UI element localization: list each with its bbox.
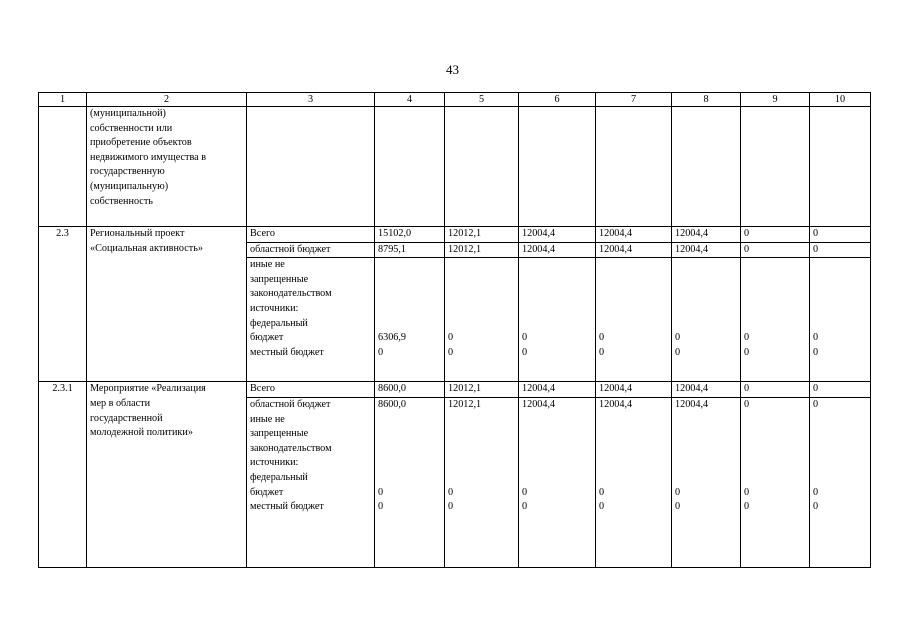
- header-cell: 3: [247, 93, 375, 107]
- page-number: 43: [446, 62, 459, 77]
- value-cell: 12004,4: [519, 382, 596, 398]
- value-cell: 6306,9 0: [375, 258, 445, 382]
- value-cell: 0 0: [741, 258, 810, 382]
- table-row: [39, 227, 871, 243]
- value-cell: 12012,1: [445, 227, 519, 243]
- continuation-row: [39, 107, 871, 227]
- row-number: 2.3.1: [39, 382, 87, 568]
- value-cell: 12012,1: [445, 382, 519, 398]
- value-cell: 12004,4: [596, 242, 672, 258]
- value-cell: 12004,4: [519, 227, 596, 243]
- source-label: областной бюджет иные не запрещенные законодательством источники: федеральный бюджет местный бюджет: [247, 397, 375, 567]
- value-cell: 12004,4: [596, 227, 672, 243]
- row-name-cell: Мероприятие «Реализация мер в области государственной молодежной политики»: [87, 382, 247, 568]
- value-cell: 12004,4: [672, 227, 741, 243]
- source-label: Всего: [247, 382, 375, 398]
- value-cell: 0: [741, 382, 810, 398]
- value-cell: 0: [741, 227, 810, 243]
- header-cell: 10: [810, 93, 871, 107]
- value-cell: 0: [810, 242, 871, 258]
- value-cell: 0 0: [445, 258, 519, 382]
- value-cell: 0 0 0: [741, 397, 810, 567]
- value-cell: 0 0: [596, 258, 672, 382]
- budget-table: [38, 92, 871, 568]
- row-number: 2.3: [39, 227, 87, 382]
- value-cell: 0: [810, 227, 871, 243]
- value-cell: 15102,0: [375, 227, 445, 243]
- source-label: иные не запрещенные законодательством источники: федеральный бюджет местный бюджет: [247, 258, 375, 382]
- value-cell: 12004,4 0 0: [672, 397, 741, 567]
- header-cell: 9: [741, 93, 810, 107]
- header-row: [39, 93, 871, 107]
- value-cell: 0: [810, 382, 871, 398]
- header-cell: 7: [596, 93, 672, 107]
- value-cell: 12004,4 0 0: [519, 397, 596, 567]
- value-cell: 0 0: [810, 258, 871, 382]
- value-cell: 12004,4: [672, 382, 741, 398]
- value-cell: 12004,4: [672, 242, 741, 258]
- value-cell: 8795,1: [375, 242, 445, 258]
- value-cell: 12012,1: [445, 242, 519, 258]
- header-cell: 5: [445, 93, 519, 107]
- value-cell: 0 0 0: [810, 397, 871, 567]
- value-cell: 0 0: [519, 258, 596, 382]
- value-cell: 12012,1 0 0: [445, 397, 519, 567]
- header-cell: 2: [87, 93, 247, 107]
- value-cell: 8600,0 0 0: [375, 397, 445, 567]
- continuation-name-cell: (муниципальной) собственности или приобретение объектов недвижимого имущества в государственную (муниципальную) собственность: [87, 107, 247, 227]
- value-cell: 12004,4: [596, 382, 672, 398]
- value-cell: 0: [741, 242, 810, 258]
- value-cell: 12004,4 0 0: [596, 397, 672, 567]
- value-cell: 0 0: [672, 258, 741, 382]
- source-label: Всего: [247, 227, 375, 243]
- header-cell: 8: [672, 93, 741, 107]
- header-cell: 1: [39, 93, 87, 107]
- header-cell: 6: [519, 93, 596, 107]
- row-name-cell: Региональный проект «Социальная активность»: [87, 227, 247, 382]
- header-cell: 4: [375, 93, 445, 107]
- source-label: областной бюджет: [247, 242, 375, 258]
- value-cell: 12004,4: [519, 242, 596, 258]
- table-row: [39, 382, 871, 398]
- value-cell: 8600,0: [375, 382, 445, 398]
